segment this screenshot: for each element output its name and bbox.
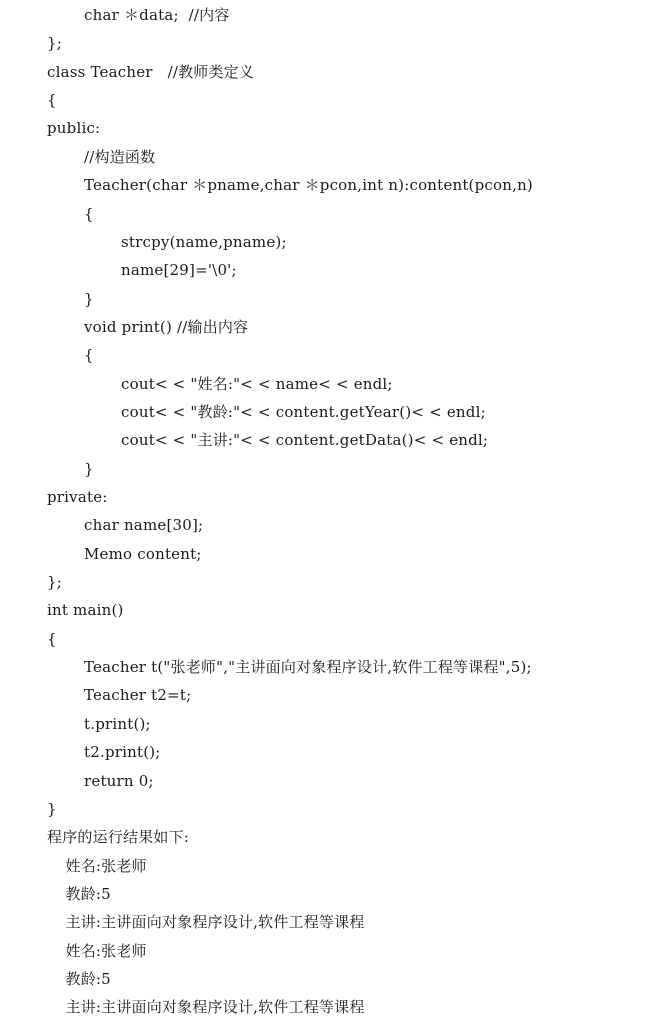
code-line: name[29]='\0'; xyxy=(121,261,237,280)
code-line: } xyxy=(84,289,94,308)
code-line: char ＊data; //内容 xyxy=(84,6,230,24)
code-line: 程序的运行结果如下: xyxy=(47,828,190,847)
code-line: }; xyxy=(47,34,62,53)
code-line: { xyxy=(47,629,57,648)
code-line: Teacher(char ＊pname,char ＊pcon,int n):content(pcon,n) xyxy=(84,176,533,195)
code-line: 教龄:5 xyxy=(65,884,111,903)
code-line: cout< < "主讲:"< < content.getData()< < endl; xyxy=(121,431,489,450)
code-line: Memo content; xyxy=(84,544,202,563)
code-line: void print() //输出内容 xyxy=(84,317,249,336)
code-line: return 0; xyxy=(84,771,154,790)
code-line: 主讲:主讲面向对象程序设计,软件工程等课程 xyxy=(65,913,365,932)
code-line: { xyxy=(84,204,94,223)
code-line: class Teacher //教师类定义 xyxy=(47,62,255,81)
code-line: { xyxy=(84,346,94,365)
code-line: int main() xyxy=(47,601,124,620)
code-line: char name[30]; xyxy=(84,516,204,535)
code-line: t2.print(); xyxy=(84,743,161,762)
code-line: cout< < "教龄:"< < content.getYear()< < endl; xyxy=(121,402,486,421)
code-line: strcpy(name,pname); xyxy=(121,232,287,251)
code-line: } xyxy=(47,799,57,818)
code-line: 主讲:主讲面向对象程序设计,软件工程等课程 xyxy=(65,998,365,1017)
code-line: 姓名:张老师 xyxy=(65,856,147,875)
code-line: cout< < "姓名:"< < name< < endl; xyxy=(121,374,393,393)
code-line: } xyxy=(84,459,94,478)
code-line: 姓名:张老师 xyxy=(65,941,147,960)
code-line: Teacher t2=t; xyxy=(84,686,192,705)
code-line: { xyxy=(47,91,57,110)
code-line: Teacher t("张老师","主讲面向对象程序设计,软件工程等课程",5); xyxy=(84,658,532,677)
code-line: }; xyxy=(47,573,62,591)
code-line: //构造函数 xyxy=(84,147,156,166)
code-line: public: xyxy=(47,119,101,138)
code-line: private: xyxy=(47,488,108,506)
code-line: t.print(); xyxy=(84,714,151,733)
code-line: 教龄:5 xyxy=(65,969,111,988)
